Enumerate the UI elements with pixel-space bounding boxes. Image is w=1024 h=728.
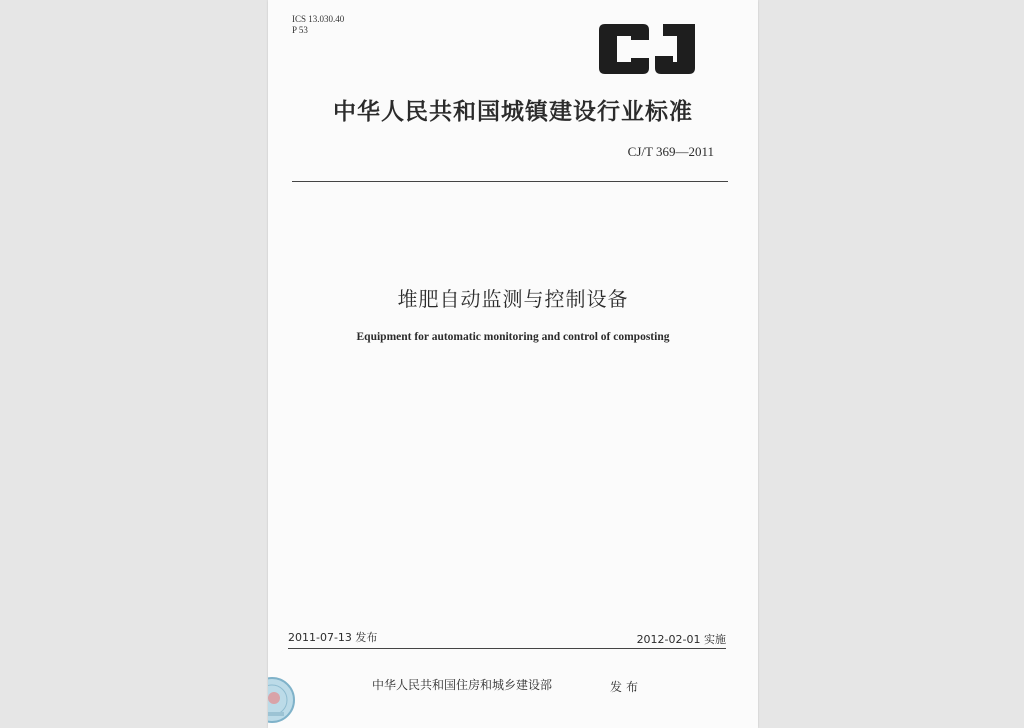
classification-codes [292,14,344,36]
ics-code: ICS 13.030.40 [292,14,345,24]
issue-date: 2011-07-13 发布 [288,631,378,644]
cj-logo-icon [595,22,699,76]
standard-number: CJ/T 369—2011 [627,144,714,159]
official-seal-icon [268,670,296,728]
footer-divider [288,648,726,649]
header-divider [292,181,728,182]
publish-label: 发布 [610,680,643,694]
p-code: P 53 [292,25,308,35]
issuing-standard-category: 中华人民共和国城镇建设行业标准 [333,99,693,125]
document-title-chinese: 堆肥自动监测与控制设备 [397,287,629,311]
publisher-name: 中华人民共和国住房和城乡建设部 [372,678,553,692]
document-cover [268,0,758,728]
implementation-date: 2012-02-01 实施 [636,633,726,646]
document-title-english: Equipment for automatic monitoring and control of composting [356,331,670,343]
